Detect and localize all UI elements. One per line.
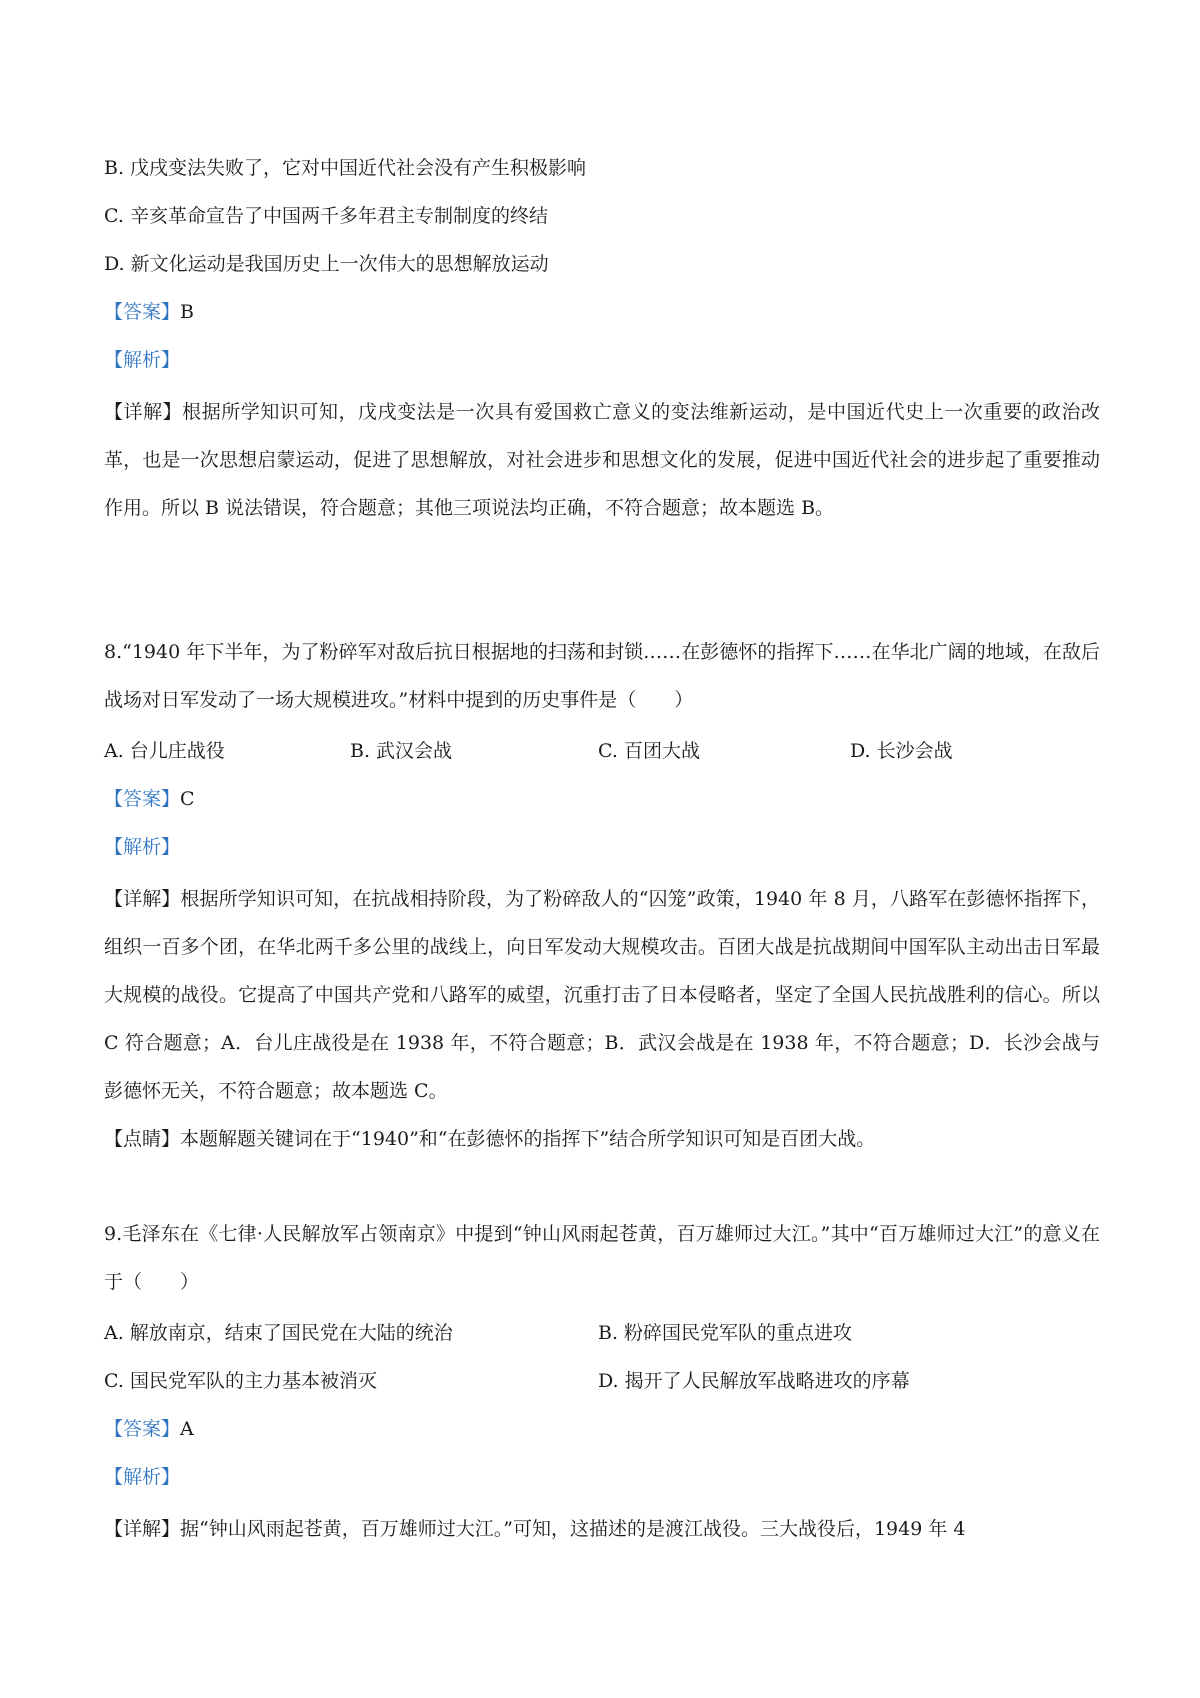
q7-option-c: C. 辛亥革命宣告了中国两千多年君主专制制度的终结 xyxy=(104,205,548,227)
q7-detail-text: 根据所学知识可知，戊戌变法是一次具有爱国救亡意义的变法维新运动，是中国近代史上一次重要的政治改革，也是一次思想启蒙运动，促进了思想解放，对社会进步和思想文化的发展，促进中国近代社会的进步起了重要推动作用。所以 B 说法错误，符合题意；其他三项说法均正确，不符合题意；故本题选 B。 xyxy=(104,401,1100,519)
q9-stem: 9.毛泽东在《七律·人民解放军占领南京》中提到“钟山风雨起苍黄，百万雄师过大江。”其中“百万雄师过大江”的意义在于（ ） xyxy=(104,1223,1100,1293)
q9-detail xyxy=(104,1505,1100,1553)
q7-answer-label: 【答案】 xyxy=(104,301,181,323)
q7-option-b: B. 戊戌变法失败了，它对中国近代社会没有产生积极影响 xyxy=(104,157,587,179)
q8-answer-value: C xyxy=(180,788,195,810)
q9-analysis-label: 【解析】 xyxy=(104,1466,181,1488)
q8-answer-label: 【答案】 xyxy=(104,788,181,810)
q8-detail xyxy=(104,875,1100,1115)
q9-option-d: D. 揭开了人民解放军战略进攻的序幕 xyxy=(598,1370,910,1392)
q7-option-d: D. 新文化运动是我国历史上一次伟大的思想解放运动 xyxy=(104,253,549,275)
q8-stem: 8.“1940 年下半年，为了粉碎军对敌后抗日根据地的扫荡和封锁……在彭德怀的指挥下……在华北广阔的地域，在敌后战场对日军发动了一场大规模进攻。”材料中提到的历史事件是（ ） xyxy=(104,641,1100,711)
q8-detail-label: 【详解】 xyxy=(104,888,181,910)
q8-option-c: C. 百团大战 xyxy=(598,740,700,762)
q9-option-c: C. 国民党军队的主力基本被消灭 xyxy=(104,1370,377,1392)
q7-answer xyxy=(104,299,1104,325)
q9-option-a: A. 解放南京，结束了国民党在大陆的统治 xyxy=(104,1322,453,1344)
q9-answer-value: A xyxy=(180,1418,194,1440)
q8-point-label: 【点睛】 xyxy=(104,1128,181,1150)
q8-point xyxy=(104,1115,1100,1163)
q9-answer-label: 【答案】 xyxy=(104,1418,181,1440)
q8-answer xyxy=(104,786,1104,812)
q8-point-text: 本题解题关键词在于“1940”和“在彭德怀的指挥下”结合所学知识可知是百团大战。 xyxy=(180,1128,876,1150)
q8-detail-text: 根据所学知识可知，在抗战相持阶段，为了粉碎敌人的“囚笼”政策，1940 年 8 月，八路军在彭德怀指挥下，组织一百多个团，在华北两千多公里的战线上，向日军发动大规模攻击。百团大战是抗战期间中国军队主动出击日军最大规模的战役。它提高了中国共产党和八路军的威望，沉重打击了日本侵略者，坚定了全国人民抗战胜利的信心。所以 C 符合题意；A．台儿庄战役是在 1938 年，不符合题意；B．武汉会战是在 1938 年，不符合题意；D．长沙会战与彭德怀无关，不符合题意；故本题选 C。 xyxy=(104,888,1100,1102)
q8-option-d: D. 长沙会战 xyxy=(850,740,953,762)
q9-detail-text: 据“钟山风雨起苍黄，百万雄师过大江。”可知，这描述的是渡江战役。三大战役后，1949 年 4 xyxy=(180,1518,966,1540)
q7-analysis-label: 【解析】 xyxy=(104,349,181,371)
q8-option-a: A. 台儿庄战役 xyxy=(104,740,225,762)
q8-option-b: B. 武汉会战 xyxy=(350,740,453,762)
q9-option-b: B. 粉碎国民党军队的重点进攻 xyxy=(598,1322,853,1344)
q8-analysis-label: 【解析】 xyxy=(104,836,181,858)
q9-answer xyxy=(104,1416,1104,1442)
q7-detail xyxy=(104,388,1100,532)
q7-detail-label: 【详解】 xyxy=(104,401,183,423)
q7-answer-value: B xyxy=(180,301,194,323)
q9-detail-label: 【详解】 xyxy=(104,1518,181,1540)
